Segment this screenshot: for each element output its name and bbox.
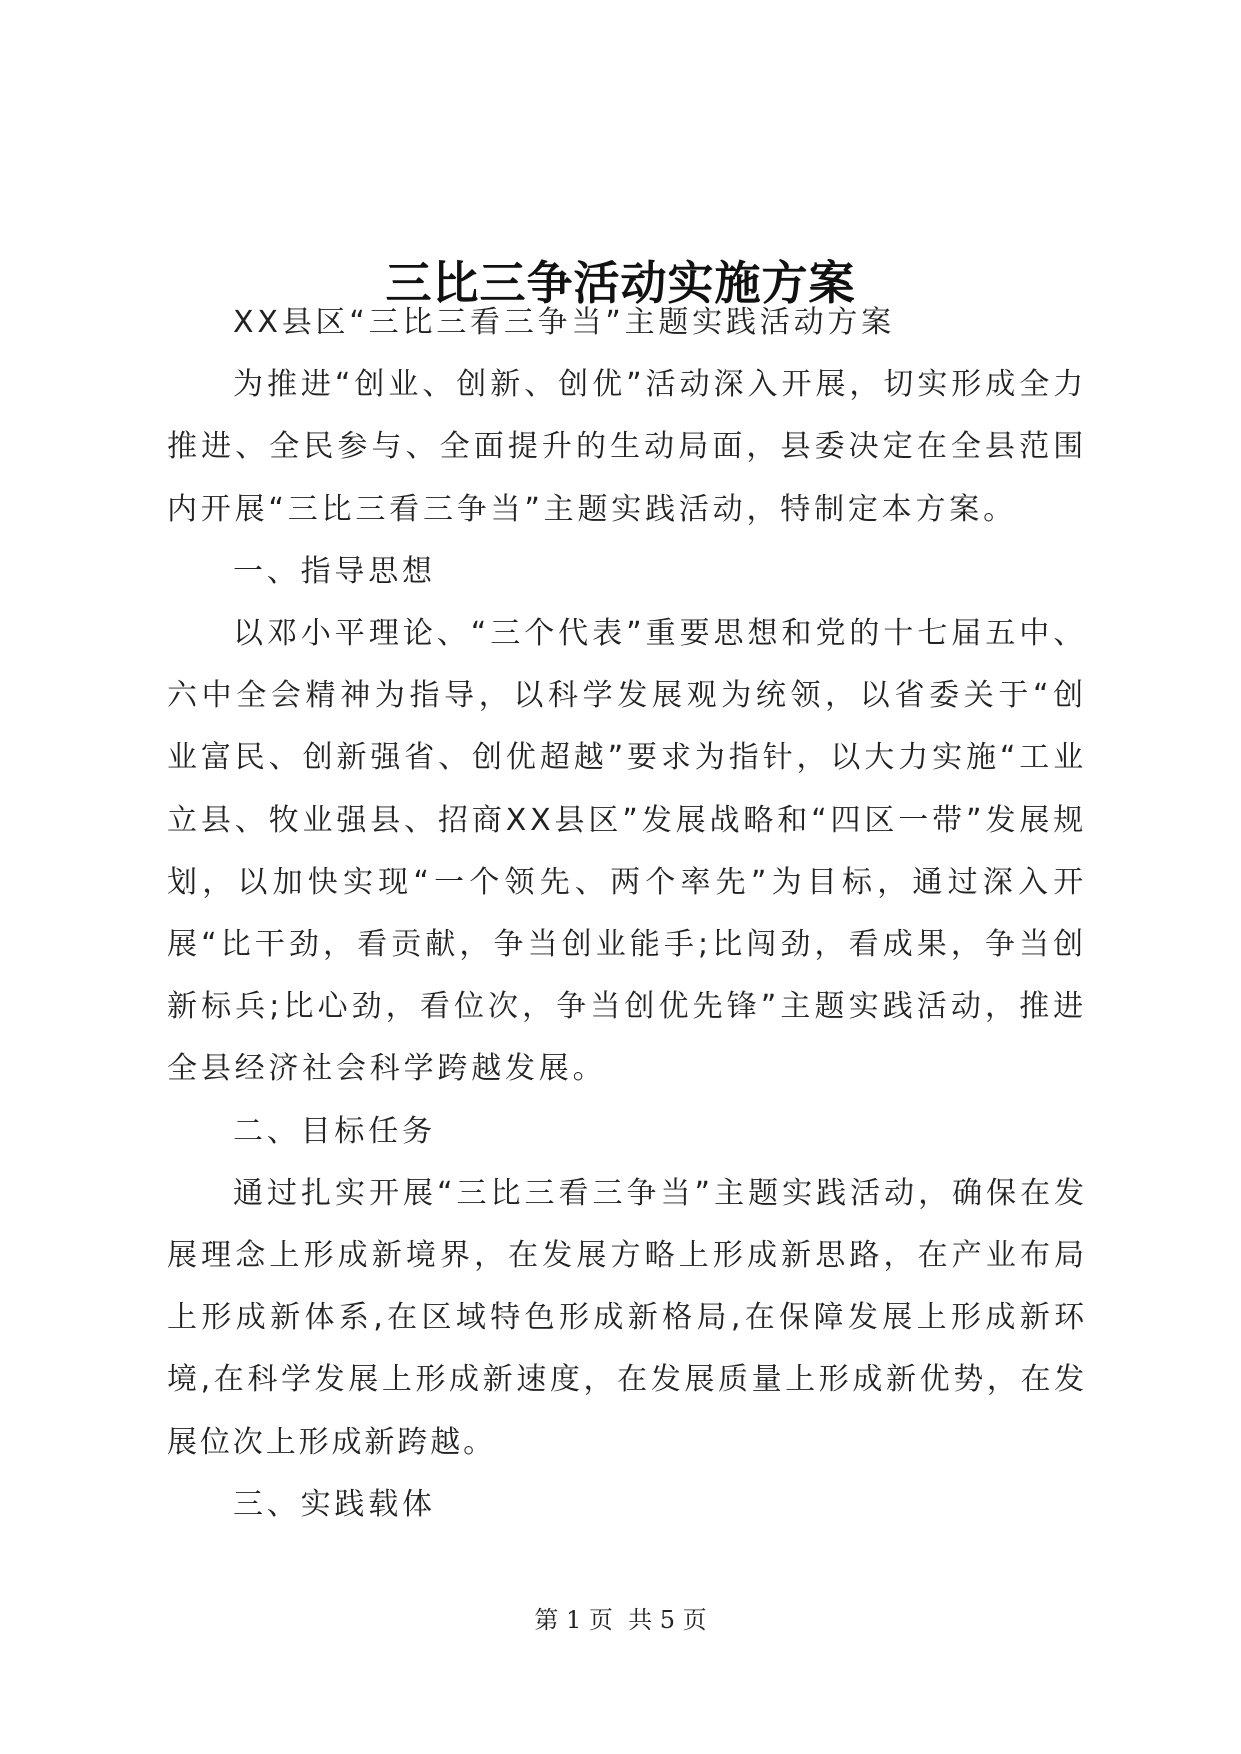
section-heading-practice-carrier: 三、实践载体 [233, 1486, 436, 1522]
section-heading-guiding-ideology: 一、指导思想 [233, 553, 436, 589]
section-heading-goals: 二、目标任务 [233, 1113, 436, 1149]
guiding-ideology-paragraph: 以邓小平理论、“三个代表”重要思想和党的十七届五中、六中全会精神为指导，以科学发展观为统领，以省委关于“创业富民、创新强省、创优超越”要求为指针，以大力实施“工业立县、牧业强县、招商XX县区”发展战略和“四区一带”发展规划，以加快实现“一个领先、两个率先”为目标，通过深入开展“比干劲，看贡献，争当创业能手;比闯劲，看成果，争当创新标兵;比心劲，看位次，争当创优先锋”主题实践活动，推进全县经济社会科学跨越发展。 [167, 616, 1087, 1087]
document-body [167, 292, 1087, 1536]
intro-paragraph: 为推进“创业、创新、创优”活动深入开展，切实形成全力推进、全民参与、全面提升的生动局面，县委决定在全县范围内开展“三比三看三争当”主题实践活动，特制定本方案。 [167, 367, 1087, 527]
page-number-footer: 第 1 页 共 5 页 [534, 1606, 707, 1634]
goals-paragraph: 通过扎实开展“三比三看三争当”主题实践活动，确保在发展理念上形成新境界，在发展方略上形成新思路，在产业布局上形成新体系,在区域特色形成新格局,在保障发展上形成新环境,在科学发展上形成新速度，在发展质量上形成新优势，在发展位次上形成新跨越。 [167, 1175, 1087, 1460]
document-title: 三比三争活动实施方案 [385, 255, 856, 310]
subtitle-paragraph: XX县区“三比三看三争当”主题实践活动方案 [233, 305, 895, 340]
